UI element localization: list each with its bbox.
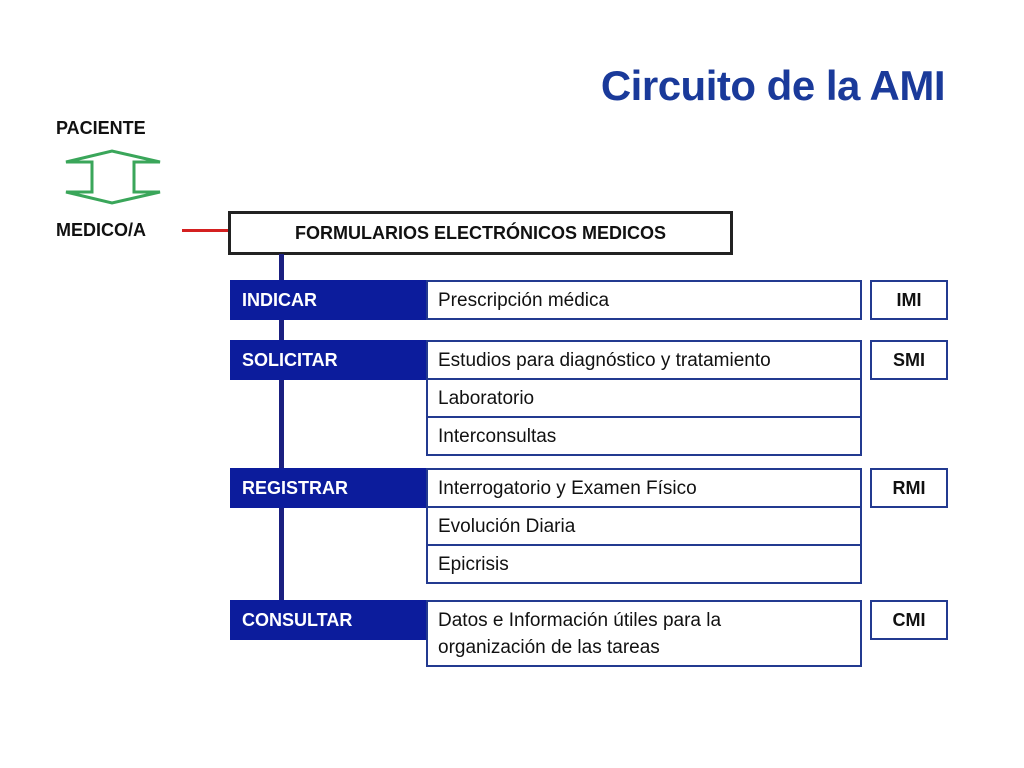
code-rmi: RMI [870, 468, 948, 508]
page-title: Circuito de la AMI [600, 62, 945, 109]
code-cmi: CMI [870, 600, 948, 640]
item-interrogatorio: Interrogatorio y Examen Físico [426, 468, 862, 508]
item-estudios: Estudios para diagnóstico y tratamiento [426, 340, 862, 380]
medico-connector-line [182, 229, 228, 232]
item-epicrisis: Epicrisis [426, 544, 862, 584]
action-solicitar: SOLICITAR [230, 340, 426, 380]
item-laboratorio: Laboratorio [426, 378, 862, 418]
action-registrar: REGISTRAR [230, 468, 426, 508]
action-indicar: INDICAR [230, 280, 426, 320]
medico-label: MEDICO/A [56, 220, 146, 240]
item-datos-line1: Datos e Información útiles para la [438, 609, 722, 631]
item-prescripcion: Prescripción médica [426, 280, 862, 320]
item-evolucion: Evolución Diaria [426, 506, 862, 546]
paciente-label: PACIENTE [56, 118, 146, 138]
item-datos [426, 600, 862, 667]
formularios-box: FORMULARIOS ELECTRÓNICOS MEDICOS [228, 211, 733, 255]
up-down-arrow-icon [60, 148, 166, 206]
action-consultar: CONSULTAR [230, 600, 426, 640]
item-datos-line2: organización de las tareas [438, 636, 660, 658]
code-smi: SMI [870, 340, 948, 380]
code-imi: IMI [870, 280, 948, 320]
item-interconsultas: Interconsultas [426, 416, 862, 456]
